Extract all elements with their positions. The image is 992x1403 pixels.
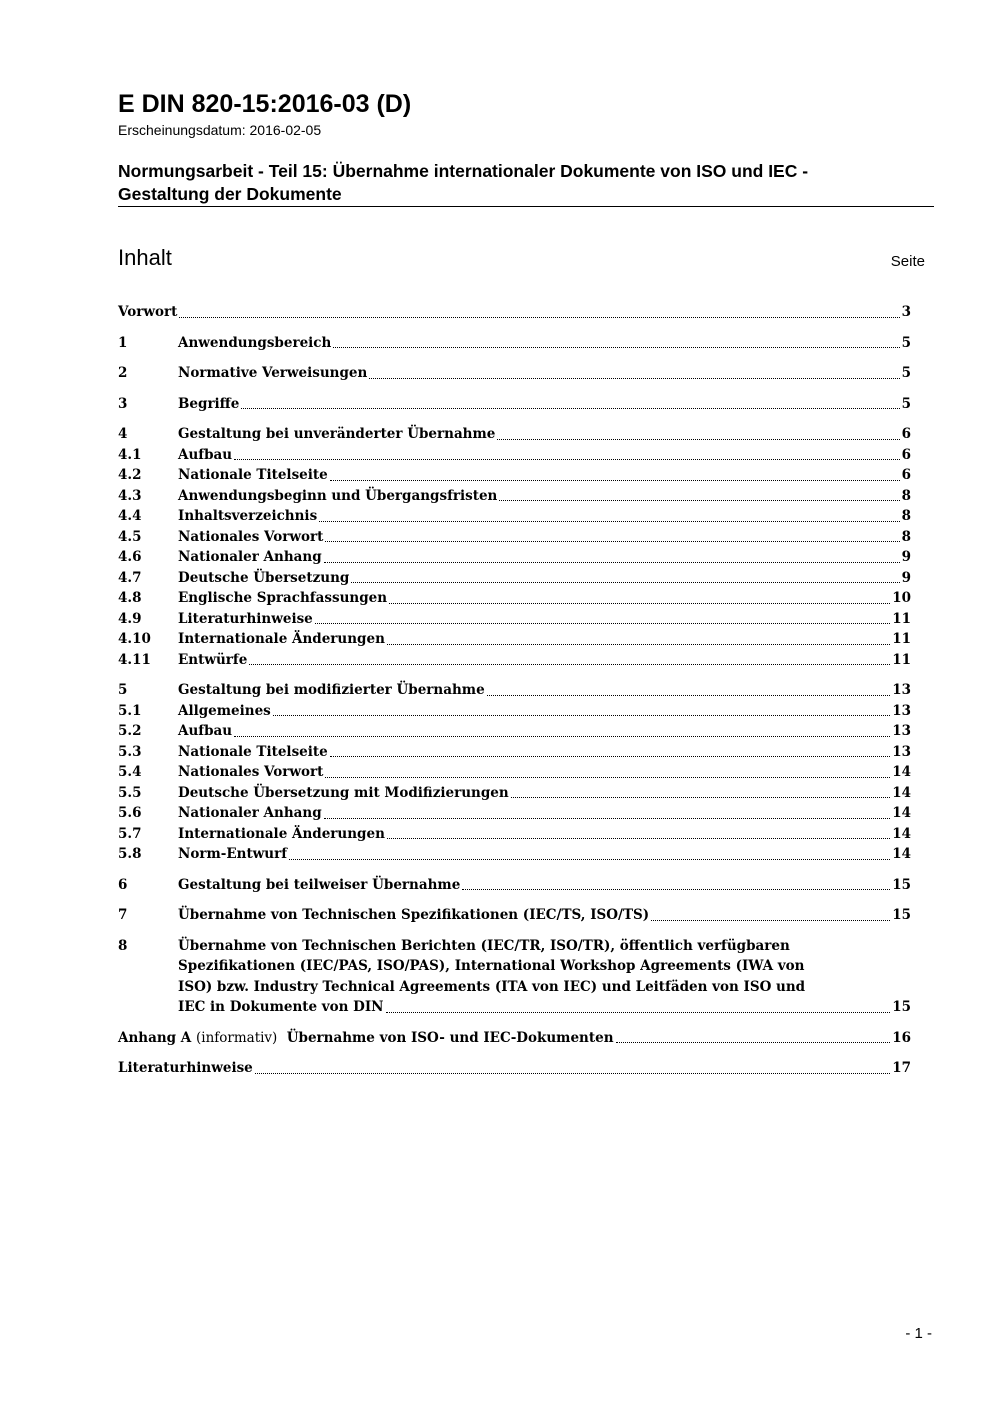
toc-entry-page: 14 — [892, 764, 911, 780]
publication-date: Erscheinungsdatum: 2016-02-05 — [118, 122, 322, 138]
toc-entry-number: 4.10 — [118, 631, 151, 647]
toc-entry-2[interactable] — [118, 363, 911, 384]
toc-entry-label-line: Übernahme von Technischen Berichten (IEC/TR, ISO/TR), öffentlich verfügbaren — [178, 937, 790, 954]
toc-entry-page: 14 — [892, 805, 911, 821]
toc-entry-label-line: IEC in Dokumente von DIN — [178, 999, 384, 1015]
toc-entry-number: 4.2 — [118, 467, 142, 483]
toc-entry-number: 2 — [118, 365, 128, 381]
toc-dot-leader — [462, 889, 890, 890]
toc-entry-page: 11 — [892, 631, 911, 647]
toc-dot-leader — [273, 715, 890, 716]
toc-entry-page: 8 — [901, 508, 911, 524]
toc-entry-page: 5 — [901, 334, 911, 351]
toc-dot-leader — [179, 317, 899, 318]
toc-entry-page: 14 — [892, 825, 911, 842]
toc-dot-leader — [616, 1042, 891, 1043]
toc-dot-leader — [651, 920, 890, 921]
toc-dot-leader — [499, 500, 899, 501]
toc-entry-label: Inhaltsverzeichnis — [178, 508, 318, 524]
toc-dot-leader — [389, 603, 890, 604]
toc-entry-label — [118, 1028, 614, 1049]
toc-entry-page: 6 — [901, 426, 911, 442]
toc-entry-number: 8 — [118, 937, 128, 954]
toc-dot-leader — [330, 756, 890, 757]
toc-entry-number: 4.7 — [118, 569, 142, 586]
toc-entry-literaturhinweise[interactable] — [118, 1058, 911, 1079]
document-id: E DIN 820-15:2016-03 (D) — [118, 90, 412, 118]
toc-entry-4-4[interactable] — [118, 506, 911, 527]
toc-entry-label: Übernahme von Technischen Spezifikationen (IEC/TS, ISO/TS) — [178, 907, 650, 923]
toc-dot-leader — [387, 838, 890, 839]
toc-entry-5-1[interactable] — [118, 701, 911, 722]
toc-entry-label: Internationale Änderungen — [178, 631, 385, 647]
toc-entry-5-5[interactable] — [118, 783, 911, 804]
toc-entry-label: Allgemeines — [178, 702, 271, 719]
toc-annex-prefix: Anhang A — [118, 1029, 192, 1046]
toc-entry-number: 4 — [118, 426, 128, 442]
toc-entry-number: 3 — [118, 395, 128, 412]
toc-entry-4-2[interactable] — [118, 465, 911, 486]
toc-entry-4-8[interactable] — [118, 588, 911, 609]
toc-dot-leader — [324, 562, 900, 563]
toc-entry-number: 5.5 — [118, 784, 142, 801]
toc-entry-5-6[interactable] — [118, 803, 911, 824]
toc-dot-leader — [324, 818, 891, 819]
toc-dot-leader — [333, 347, 899, 348]
toc-entry-label: Englische Sprachfassungen — [178, 590, 388, 606]
toc-entry-label: Deutsche Übersetzung — [178, 569, 350, 586]
toc-entry-page: 16 — [892, 1029, 911, 1046]
toc-entry-number: 4.9 — [118, 610, 142, 627]
toc-entry-page: 6 — [901, 467, 911, 483]
toc-entry-number: 5.3 — [118, 743, 142, 760]
toc-entry-label: Nationale Titelseite — [178, 467, 328, 483]
toc-heading: Inhalt — [118, 245, 172, 270]
toc-entry-label: Internationale Änderungen — [178, 825, 385, 842]
toc-entry-page: 9 — [901, 549, 911, 565]
toc-entry-4-11[interactable] — [118, 650, 911, 671]
toc-entry-page: 3 — [901, 304, 911, 320]
toc-entry-page: 11 — [892, 610, 911, 627]
toc-entry-5-7[interactable] — [118, 824, 911, 845]
toc-entry-5-8[interactable] — [118, 844, 911, 865]
toc-entry-label: Vorwort — [118, 304, 178, 320]
toc-entry-page: 13 — [892, 702, 911, 719]
toc-entry-label-line: ISO) bzw. Industry Technical Agreements (ITA von IEC) und Leitfäden von ISO und — [178, 978, 806, 995]
toc-entry-label: Gestaltung bei teilweiser Übernahme — [178, 876, 461, 893]
toc-entry-label: Nationale Titelseite — [178, 743, 328, 760]
toc-entry-number: 4.4 — [118, 508, 142, 524]
toc-entry-number: 4.1 — [118, 446, 142, 463]
toc-entry-number: 5 — [118, 682, 128, 698]
toc-entry-number: 5.4 — [118, 764, 142, 780]
toc-dot-leader — [241, 408, 899, 409]
toc-dot-leader — [255, 1073, 890, 1074]
page-number: - 1 - — [905, 1325, 932, 1342]
toc-entry-page: 6 — [901, 446, 911, 463]
toc-entry-page: 15 — [892, 907, 911, 923]
toc-annex-qualifier: (informativ) — [195, 1029, 278, 1046]
toc-entry-4-5[interactable] — [118, 527, 911, 548]
toc-entry-8[interactable] — [118, 936, 911, 1018]
toc-entry-number: 7 — [118, 907, 128, 923]
toc-entry-label: Nationales Vorwort — [178, 764, 324, 780]
toc-entry-3[interactable] — [118, 394, 911, 415]
toc-dot-leader — [387, 644, 890, 645]
toc-entry-page: 5 — [901, 395, 911, 412]
toc-entry-page: 13 — [892, 723, 911, 739]
toc-entry-number: 1 — [118, 334, 128, 351]
toc-entry-4-3[interactable] — [118, 486, 911, 507]
toc-entry-label-block — [178, 936, 911, 1018]
document-title-line: Gestaltung der Dokumente — [118, 184, 342, 204]
toc-entry-label: Aufbau — [178, 446, 233, 463]
toc-entry-page: 14 — [892, 784, 911, 801]
toc-entry-label: Anwendungsbereich — [178, 334, 332, 351]
toc-entry-4-9[interactable] — [118, 609, 911, 630]
toc-entry-4-10[interactable] — [118, 629, 911, 650]
toc-entry-label: Norm-Entwurf — [178, 846, 288, 862]
toc-entry-label: Anwendungsbeginn und Übergangsfristen — [178, 487, 498, 504]
toc-entry-7[interactable] — [118, 905, 911, 926]
toc-entry-last-line — [178, 997, 911, 1018]
toc-dot-leader — [319, 521, 899, 522]
toc-dot-leader — [234, 736, 890, 737]
toc-dot-leader — [369, 378, 899, 379]
toc-entry-label: Gestaltung bei unveränderter Übernahme — [178, 426, 496, 442]
toc-dot-leader — [249, 664, 890, 665]
toc-entry-page: 15 — [892, 999, 911, 1015]
toc-entry-page: 13 — [892, 682, 911, 698]
toc-entry-anhang-a[interactable] — [118, 1028, 911, 1049]
toc-entry-4[interactable] — [118, 424, 911, 445]
toc-entry-number: 6 — [118, 876, 128, 893]
toc-entry-label: Literaturhinweise — [118, 1060, 253, 1076]
toc-entry-page: 17 — [892, 1060, 911, 1076]
document-title-line: Normungsarbeit - Teil 15: Übernahme internationaler Dokumente von ISO und IEC - — [118, 161, 809, 181]
toc-dot-leader — [325, 777, 890, 778]
toc-dot-leader — [325, 541, 899, 542]
toc-entry-page: 14 — [892, 846, 911, 862]
toc-annex-title: Übernahme von ISO- und IEC-Dokumenten — [286, 1029, 614, 1046]
toc-dot-leader — [351, 582, 899, 583]
toc-entry-number: 5.7 — [118, 825, 142, 842]
toc-entry-number: 4.11 — [118, 651, 151, 668]
toc-entry-label: Entwürfe — [178, 651, 248, 668]
toc-entry-vorwort[interactable] — [118, 302, 911, 323]
toc-entry-page: 15 — [892, 876, 911, 893]
toc-page-column-label: Seite — [890, 253, 925, 270]
toc-entry-label: Nationaler Anhang — [178, 805, 322, 821]
toc-entry-label: Nationaler Anhang — [178, 549, 322, 565]
toc-entry-number: 5.6 — [118, 805, 142, 821]
toc-dot-leader — [487, 695, 891, 696]
toc-entry-page: 13 — [892, 743, 911, 760]
toc-entry-page: 11 — [892, 651, 911, 668]
toc-entry-4-7[interactable] — [118, 568, 911, 589]
toc-dot-leader — [330, 480, 900, 481]
toc-entry-5-3[interactable] — [118, 742, 911, 763]
toc-entry-number: 4.6 — [118, 549, 142, 565]
toc-entry-5-2[interactable] — [118, 721, 911, 742]
toc-entry-label-line: Spezifikationen (IEC/PAS, ISO/PAS), International Workshop Agreements (IWA von — [178, 958, 805, 974]
toc-dot-leader — [289, 859, 890, 860]
toc-entry-label: Normative Verweisungen — [178, 365, 368, 381]
toc-entry-label: Aufbau — [178, 723, 233, 739]
toc-entry-number: 5.8 — [118, 846, 142, 862]
toc-entry-page: 9 — [901, 569, 911, 586]
toc-entry-number: 5.1 — [118, 702, 142, 719]
toc-entry-number: 4.3 — [118, 487, 142, 504]
table-of-contents — [118, 302, 911, 1079]
toc-entry-number: 5.2 — [118, 723, 142, 739]
toc-dot-leader — [386, 1012, 891, 1013]
toc-dot-leader — [234, 459, 899, 460]
toc-entry-5-4[interactable] — [118, 762, 911, 783]
toc-entry-label: Nationales Vorwort — [178, 528, 324, 545]
toc-entry-label: Deutsche Übersetzung mit Modifizierungen — [178, 784, 509, 801]
toc-dot-leader — [497, 439, 899, 440]
toc-entry-4-6[interactable] — [118, 547, 911, 568]
toc-entry-page: 8 — [901, 487, 911, 504]
toc-entry-1[interactable] — [118, 333, 911, 354]
toc-entry-4-1[interactable] — [118, 445, 911, 466]
toc-entry-page: 8 — [901, 528, 911, 545]
toc-entry-5[interactable] — [118, 680, 911, 701]
toc-entry-number: 4.8 — [118, 590, 142, 606]
toc-entry-number: 4.5 — [118, 528, 142, 545]
toc-dot-leader — [511, 797, 891, 798]
toc-entry-page: 5 — [901, 365, 911, 381]
toc-entry-label: Gestaltung bei modifizierter Übernahme — [178, 682, 485, 698]
toc-entry-page: 10 — [892, 590, 911, 606]
toc-entry-label: Begriffe — [178, 395, 240, 412]
toc-entry-label: Literaturhinweise — [178, 610, 313, 627]
toc-dot-leader — [315, 623, 890, 624]
toc-entry-6[interactable] — [118, 875, 911, 896]
title-divider — [118, 206, 934, 207]
document-title — [118, 160, 933, 206]
